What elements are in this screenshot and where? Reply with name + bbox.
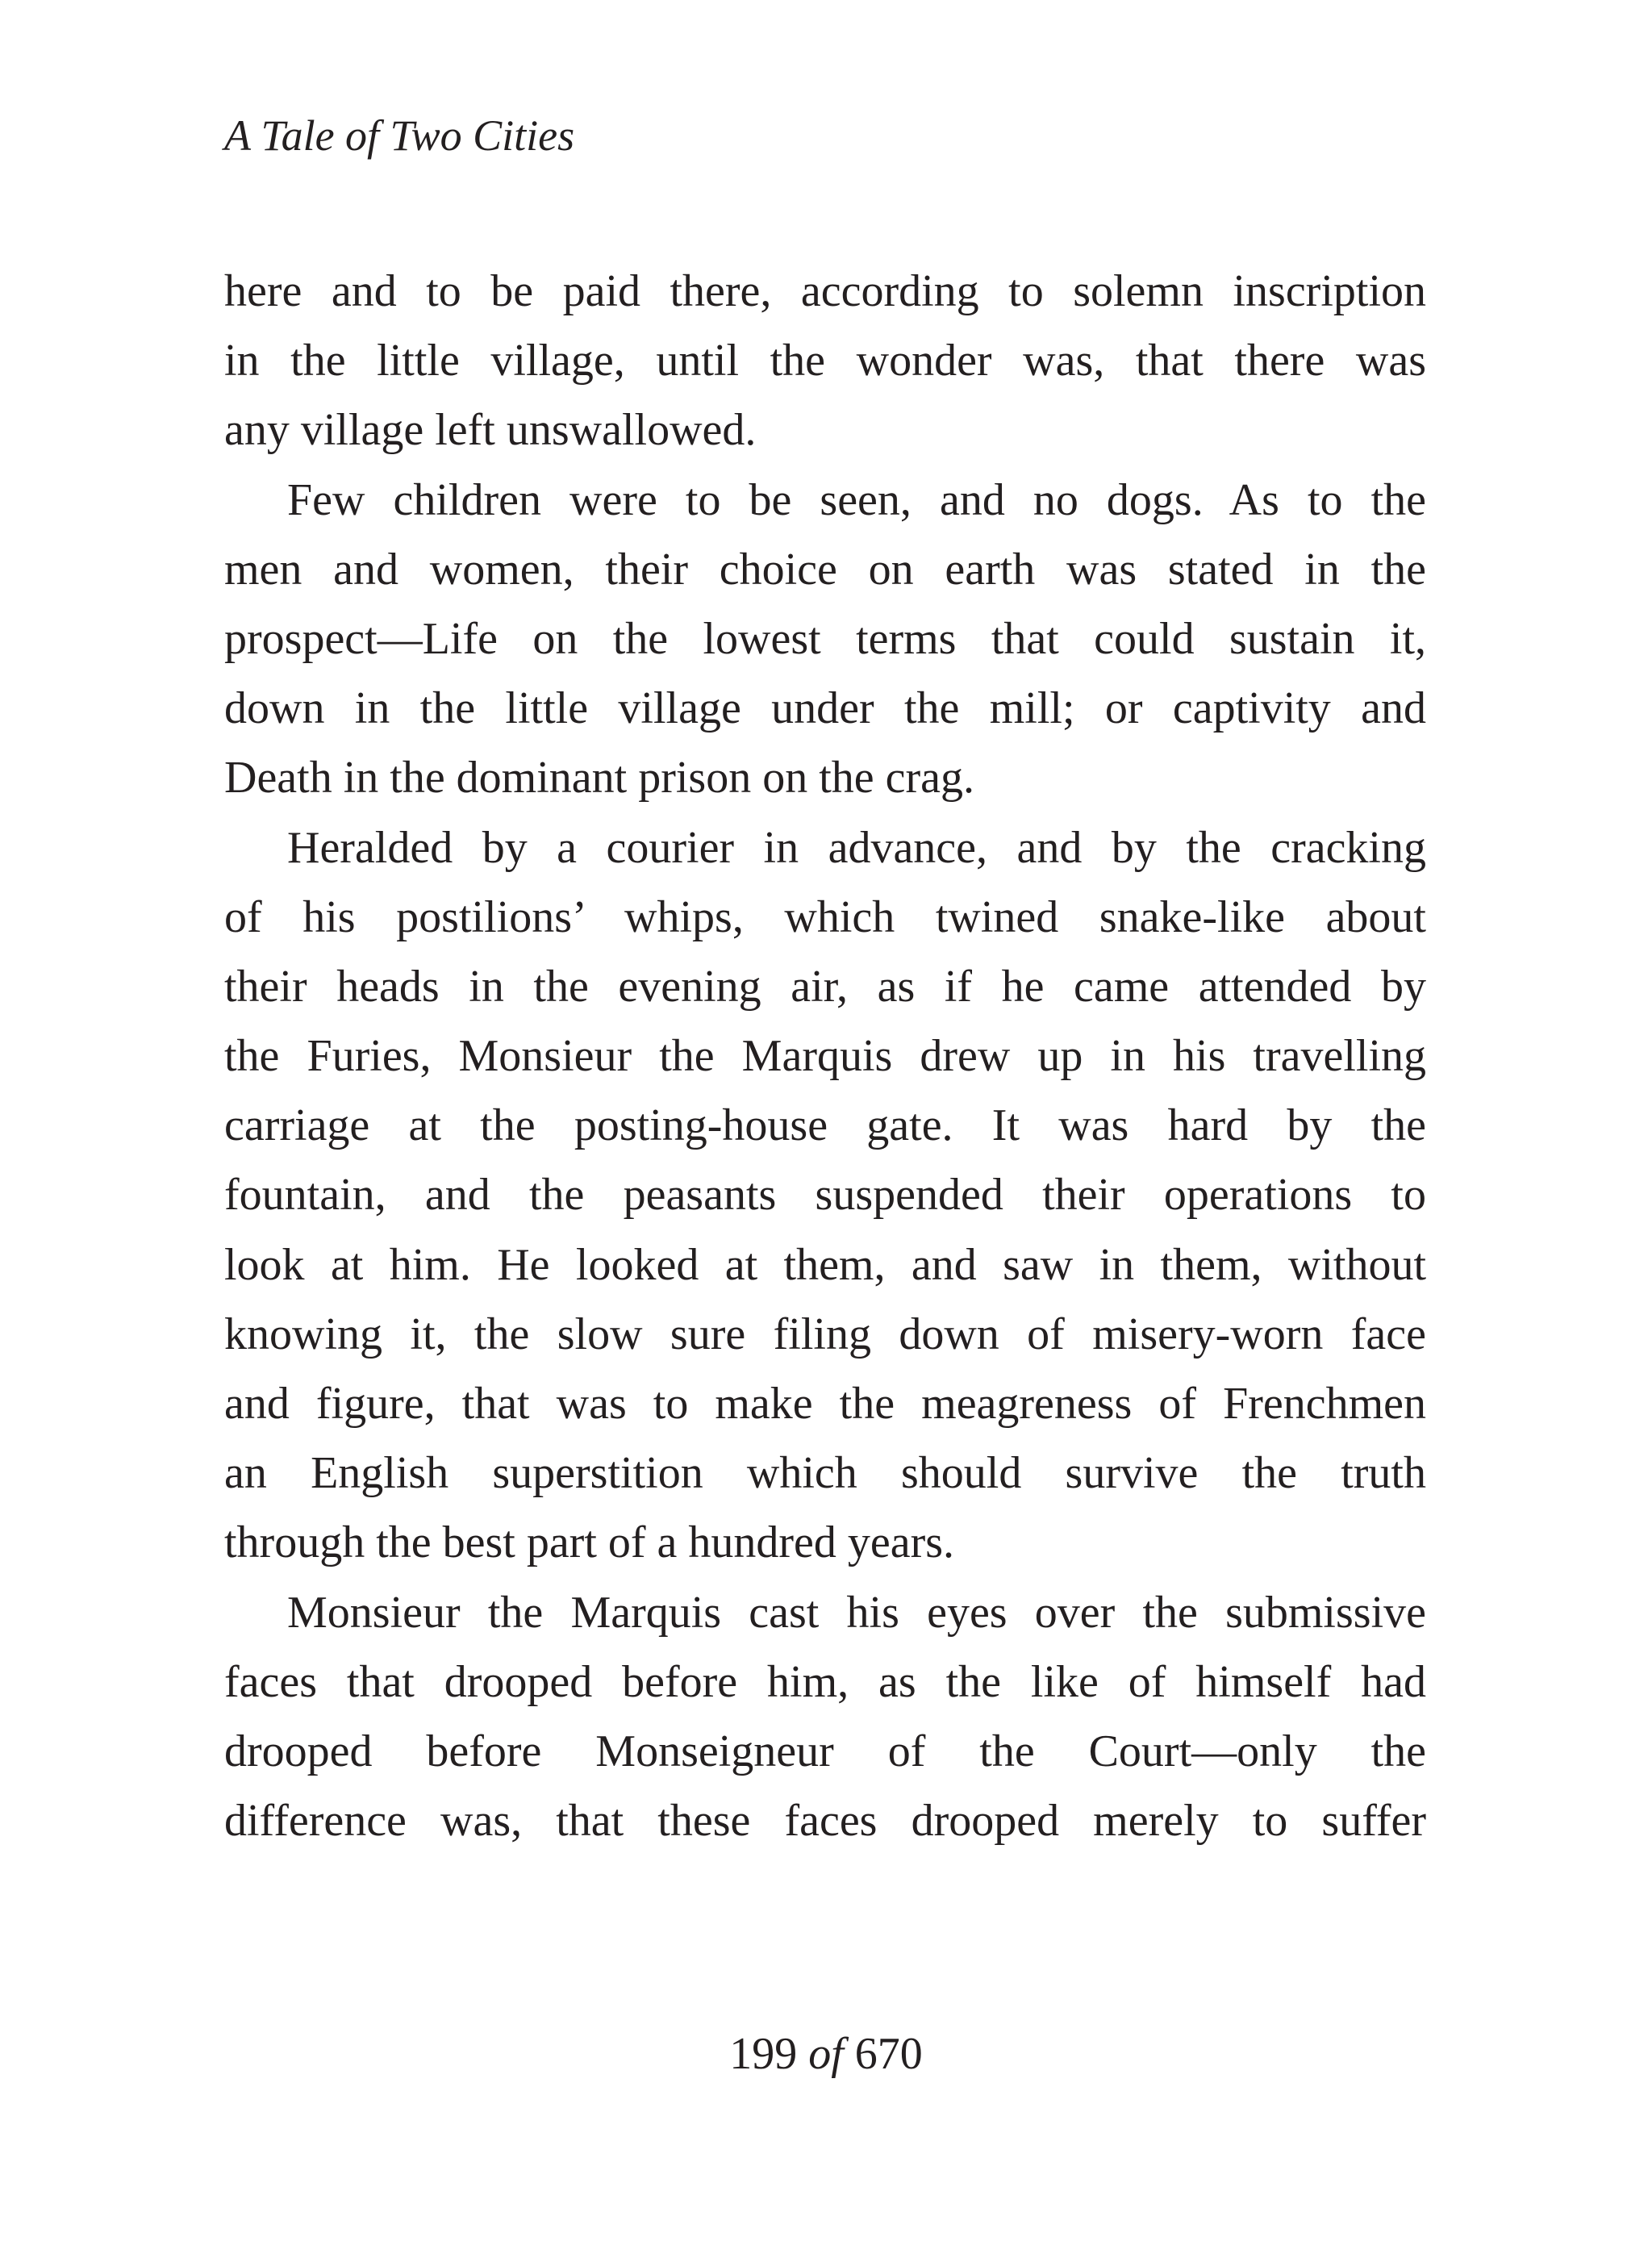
text-line: their heads in the evening air, as if he came attended by <box>224 961 1426 1012</box>
text-line: an English superstition which should survive the truth <box>224 1448 1426 1499</box>
text-line: in the little village, until the wonder was, that there was <box>224 336 1426 386</box>
body-text <box>224 257 1426 1855</box>
text-line: through the best part of a hundred years. <box>224 1517 955 1568</box>
text-line: look at him. He looked at them, and saw in them, without <box>224 1239 1426 1290</box>
text-line: fountain, and the peasants suspended their operations to <box>224 1170 1426 1221</box>
page-number-total: 670 <box>854 2029 923 2079</box>
text-line: difference was, that these faces drooped merely to suffer <box>224 1796 1426 1847</box>
page-number-of: of <box>808 2029 844 2079</box>
text-line: faces that drooped before him, as the like of himself had <box>224 1656 1426 1707</box>
running-head: A Tale of Two Cities <box>224 111 575 160</box>
text-line: drooped before Monseigneur of the Court—only the <box>224 1726 1426 1776</box>
text-line: Monsieur the Marquis cast his eyes over the submissive <box>287 1587 1426 1638</box>
text-line: any village left unswallowed. <box>224 405 757 456</box>
paragraph-2 <box>224 465 1426 813</box>
text-line: here and to be paid there, according to solemn inscription <box>224 266 1426 316</box>
text-line: men and women, their choice on earth was stated in the <box>224 544 1426 595</box>
text-line: prospect—Life on the lowest terms that could sustain it, <box>224 613 1426 664</box>
text-line: Death in the dominant prison on the crag. <box>224 753 974 804</box>
text-line: the Furies, Monsieur the Marquis drew up in his travelling <box>224 1031 1426 1082</box>
page-number-current: 199 <box>729 2029 798 2079</box>
paragraph-1 <box>224 257 1426 465</box>
text-line: Heralded by a courier in advance, and by the cracking <box>287 822 1426 873</box>
paragraph-4 <box>224 1578 1426 1856</box>
text-line: carriage at the posting-house gate. It was hard by the <box>224 1100 1426 1151</box>
text-line: and figure, that was to make the meagreness of Frenchmen <box>224 1379 1426 1429</box>
text-line: down in the little village under the mill; or captivity and <box>224 683 1426 734</box>
page-number <box>0 2022 1652 2086</box>
text-line: Few children were to be seen, and no dogs. As to the <box>287 474 1426 525</box>
text-line: of his postilions’ whips, which twined snake-like about <box>224 891 1426 942</box>
text-line: knowing it, the slow sure filing down of misery-worn face <box>224 1309 1426 1359</box>
paragraph-3 <box>224 813 1426 1578</box>
